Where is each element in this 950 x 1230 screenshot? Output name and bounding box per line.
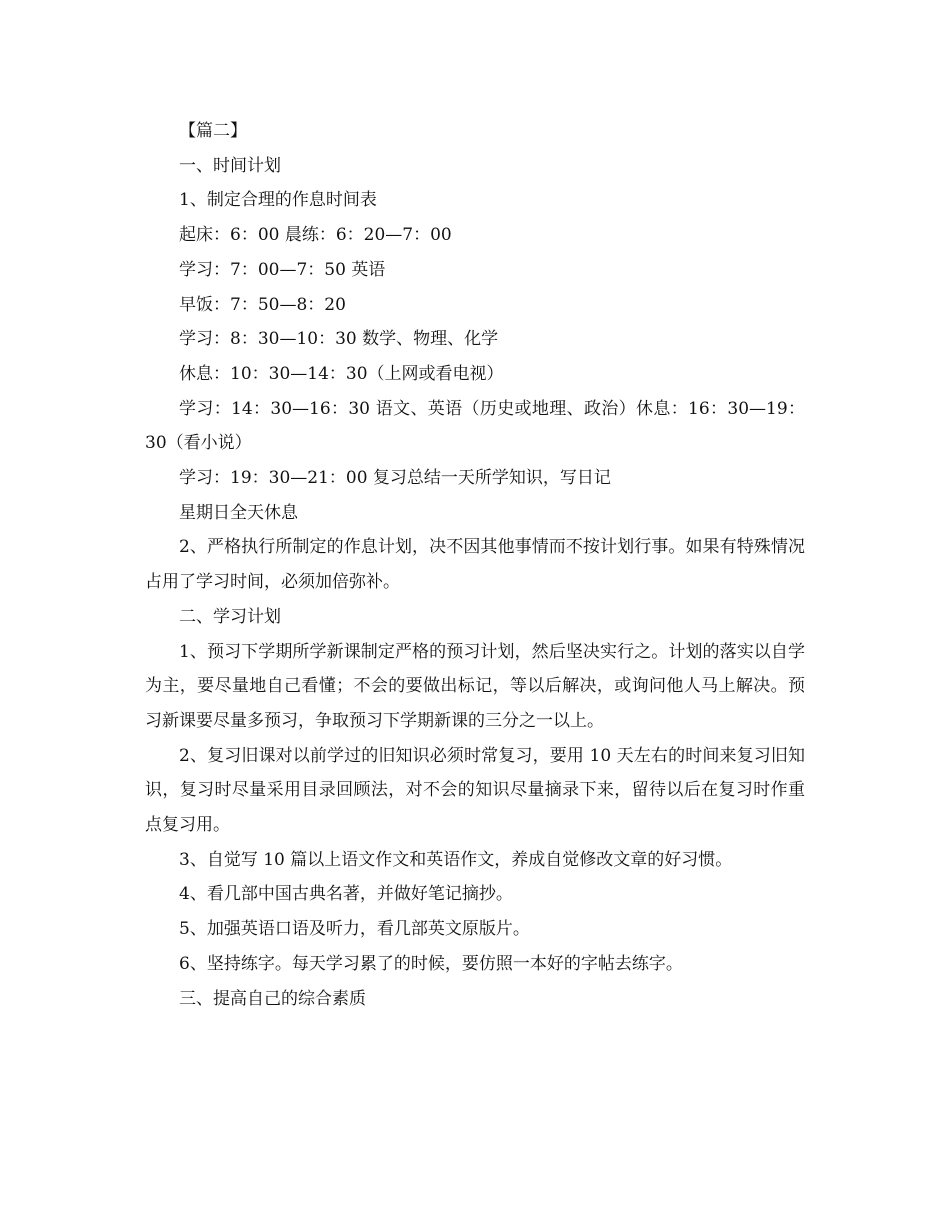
paragraph-preview: 1、预习下学期所学新课制定严格的预习计划，然后坚决实行之。计划的落实以自学为主，要尽量地自己看懂；不会的要做出标记，等以后解决，或询问他人马上解决。预习新课要尽量多预习，争取预习下学期新课的三分之一以上。: [145, 641, 805, 731]
paragraph-classics: 4、看几部中国古典名著，并做好笔记摘抄。: [179, 884, 513, 905]
schedule-line-rest: 休息：10：30—14：30（上网或看电视）: [179, 363, 504, 384]
schedule-line-science: 学习：8：30—10：30 数学、物理、化学: [179, 329, 499, 350]
section-heading: 【篇二】: [179, 121, 247, 141]
heading-time-plan: 一、时间计划: [179, 155, 281, 176]
schedule-line-wake: 起床：6：00 晨练：6：20—7：00: [179, 225, 452, 246]
schedule-line-english: 学习：7：00—7：50 英语: [179, 259, 386, 280]
schedule-line-afternoon: 学习：14：30—16：30 语文、英语（历史或地理、政治）休息：16：30—19：30（看小说）: [145, 398, 805, 454]
paragraph-review: 2、复习旧课对以前学过的旧知识必须时常复习，要用 10 天左右的时间来复习旧知识，复习时尽量采用目录回顾法，对不会的知识尽量摘录下来，留待以后在复习时作重点复习用。: [145, 745, 805, 836]
document-body: [145, 114, 805, 1016]
paragraph-writing: 3、自觉写 10 篇以上语文作文和英语作文，养成自觉修改文章的好习惯。: [179, 849, 733, 870]
paragraph-english-listening: 5、加强英语口语及听力，看几部英文原版片。: [179, 919, 530, 940]
schedule-line-sunday: 星期日全天休息: [179, 502, 298, 523]
subheading-schedule: 1、制定合理的作息时间表: [179, 190, 377, 211]
heading-study-plan: 二、学习计划: [179, 606, 281, 627]
paragraph-calligraphy: 6、坚持练字。每天学习累了的时候，要仿照一本好的字帖去练字。: [179, 953, 683, 974]
heading-improve-quality: 三、提高自己的综合素质: [179, 988, 366, 1009]
schedule-line-breakfast: 早饭：7：50—8：20: [179, 294, 346, 315]
paragraph-execute-plan: 2、严格执行所制定的作息计划，决不因其他事情而不按计划行事。如果有特殊情况占用了学习时间，必须加倍弥补。: [145, 537, 805, 593]
schedule-line-evening: 学习：19：30—21：00 复习总结一天所学知识，写日记: [179, 468, 611, 489]
